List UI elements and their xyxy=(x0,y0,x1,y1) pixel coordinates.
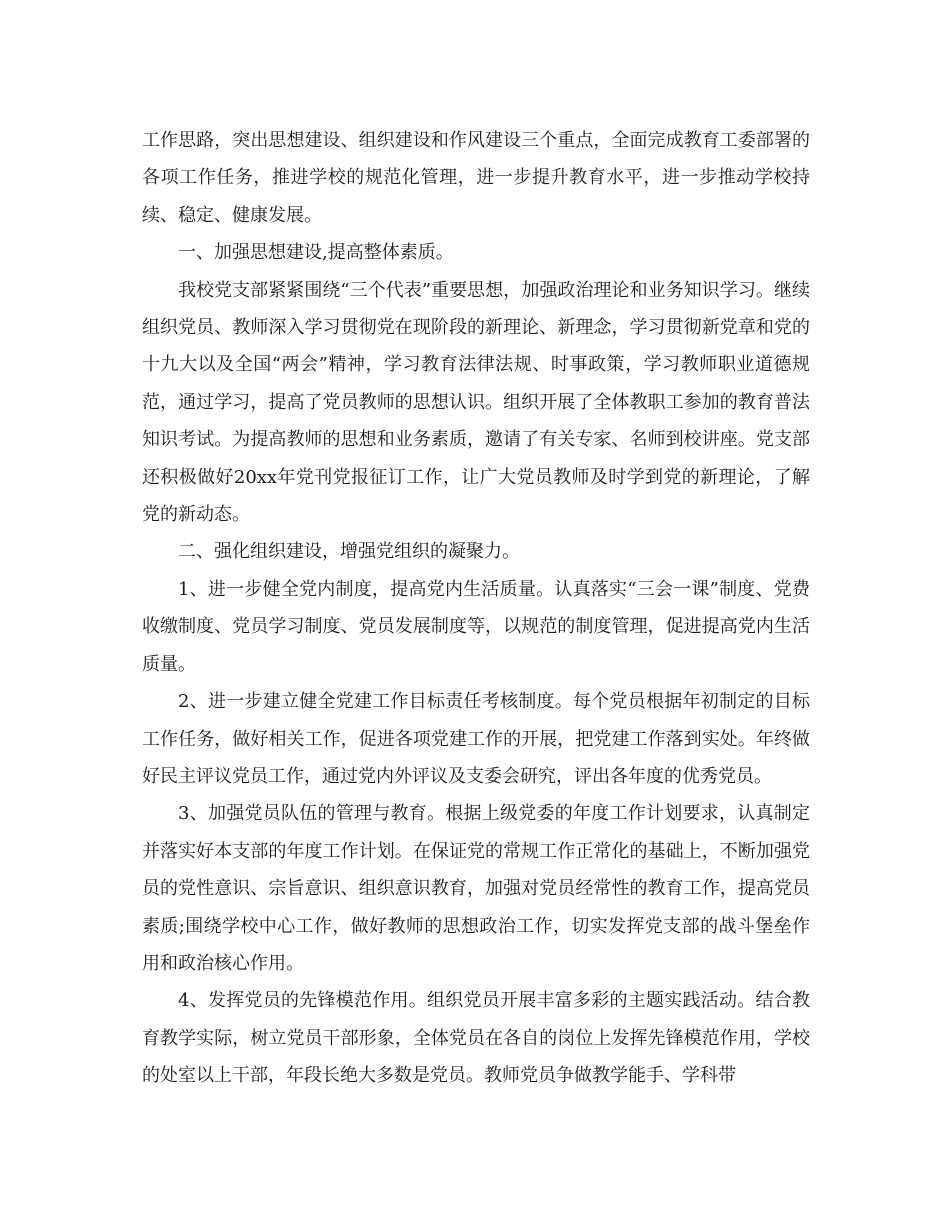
section-heading-2: 二、强化组织建设，增强党组织的凝聚力。 xyxy=(178,541,520,563)
paragraph-item-1: 1、进一步健全党内制度，提高党内生活质量。认真落实“三会一课”制度、党费收缴制度、党员学习制度、党员发展制度等，以规范的制度管理，促进提高党内生活质量。 xyxy=(142,578,810,675)
paragraph-intro-continuation: 工作思路，突出思想建设、组织建设和作风建设三个重点，全面完成教育工委部署的各项工作任务，推进学校的规范化管理，进一步提升教育水平，进一步推动学校持续、稳定、健康发展。 xyxy=(142,130,810,226)
section-heading-1: 一、加强思想建设,提高整体素质。 xyxy=(178,242,454,264)
paragraph-item-4: 4、发挥党员的先锋模范作用。组织党员开展丰富多彩的主题实践活动。结合教育教学实际，树立党员干部形象，全体党员在各自的岗位上发挥先锋模范作用，学校的处室以上干部，年段长绝大多数是党员。教师党员争做教学能手、学科带 xyxy=(142,990,810,1087)
document-body xyxy=(142,122,810,1095)
paragraph-item-3: 3、加强党员队伍的管理与教育。根据上级党委的年度工作计划要求，认真制定并落实好本支部的年度工作计划。在保证党的常规工作正常化的基础上，不断加强党员的党性意识、宗旨意识、组织意识教育，加强对党员经常性的教育工作，提高党员素质;围绕学校中心工作，做好教师的思想政治工作，切实发挥党支部的战斗堡垒作用和政治核心作用。 xyxy=(142,803,810,974)
paragraph-item-2: 2、进一步建立健全党建工作目标责任考核制度。每个党员根据年初制定的目标工作任务，做好相关工作，促进各项党建工作的开展，把党建工作落到实处。年终做好民主评议党员工作，通过党内外评议及支委会研究，评出各年度的优秀党员。 xyxy=(142,691,810,787)
paragraph-thought-building: 我校党支部紧紧围绕“三个代表”重要思想，加强政治理论和业务知识学习。继续组织党员、教师深入学习贯彻党在现阶段的新理论、新理念，学习贯彻新党章和党的十九大以及全国“两会”精神，学习教育法律法规、时事政策，学习教师职业道德规范，通过学习，提高了党员教师的思想认识。组织开展了全体教职工参加的教育普法知识考试。为提高教师的思想和业务素质，邀请了有关专家、名师到校讲座。党支部还积极做好20xx年党刊党报征订工作，让广大党员教师及时学到党的新理论，了解党的新动态。 xyxy=(142,279,810,526)
